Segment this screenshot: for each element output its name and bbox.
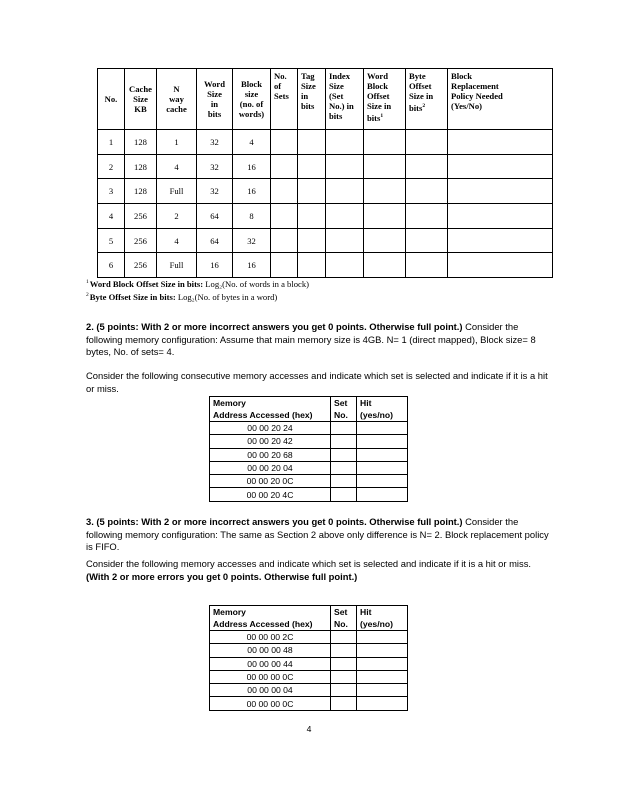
address-cell: 00 00 20 42 [210, 435, 331, 448]
header-tag-size: Tag Size in bits [298, 69, 326, 130]
n-way-cell: 2 [157, 204, 197, 229]
hit-answer-cell[interactable] [357, 422, 408, 435]
block-size-cell: 16 [233, 253, 271, 278]
table-row [98, 154, 553, 179]
hit-answer-cell[interactable] [357, 435, 408, 448]
answer-cell[interactable] [298, 204, 326, 229]
address-cell: 00 00 00 0C [210, 697, 331, 710]
answer-cell[interactable] [406, 228, 448, 253]
set-answer-cell[interactable] [331, 475, 357, 488]
section-3-heading: 3. (5 points: With 2 or more incorrect answers you get 0 points. Otherwise full point.) [86, 516, 463, 527]
answer-cell[interactable] [271, 179, 298, 204]
set-answer-cell[interactable] [331, 461, 357, 474]
answer-cell[interactable] [448, 179, 553, 204]
footnote-mark: 2 [86, 292, 89, 299]
hit-answer-cell[interactable] [357, 644, 408, 657]
section-3-instruction-bold: (With 2 or more errors you get 0 points. Otherwise full point.) [86, 570, 358, 582]
block-size-cell: 16 [233, 179, 271, 204]
header-no-of-sets: No. of Sets [271, 69, 298, 130]
header-replacement-policy: Block Replacement Policy Needed (Yes/No) [448, 69, 553, 130]
answer-cell[interactable] [364, 228, 406, 253]
answer-cell[interactable] [406, 130, 448, 155]
section-2-question [86, 321, 550, 359]
hit-answer-cell[interactable] [357, 488, 408, 501]
hit-answer-cell[interactable] [357, 684, 408, 697]
answer-cell[interactable] [364, 253, 406, 278]
set-answer-cell[interactable] [331, 488, 357, 501]
row-number: 2 [98, 154, 125, 179]
access-table-header [210, 606, 408, 631]
table-row [210, 631, 408, 644]
header-n-way: N way cache [157, 69, 197, 130]
cache-size-cell: 128 [125, 179, 157, 204]
table-row [210, 697, 408, 710]
header-memory-address: Memory Address Accessed (hex) [210, 397, 331, 422]
cache-size-cell: 128 [125, 130, 157, 155]
table-row [210, 461, 408, 474]
block-size-cell: 16 [233, 154, 271, 179]
answer-cell[interactable] [448, 154, 553, 179]
footnote-1 [86, 279, 309, 289]
access-table-header [210, 397, 408, 422]
section-3-intro: Consider the following memory configuration: The same as Section 2 above only difference is N= 2. Block replacement policy is FIFO. [86, 516, 549, 553]
header-cache-size: Cache Size KB [125, 69, 157, 130]
address-cell: 00 00 00 44 [210, 657, 331, 670]
answer-cell[interactable] [298, 253, 326, 278]
row-number: 1 [98, 130, 125, 155]
header-no: No. [98, 69, 125, 130]
footnote-term: Word Block Offset Size in bits: [89, 279, 204, 289]
footnote-mark: 1 [86, 279, 89, 286]
cache-size-cell: 128 [125, 154, 157, 179]
answer-cell[interactable] [364, 130, 406, 155]
hit-answer-cell[interactable] [357, 657, 408, 670]
address-cell: 00 00 20 04 [210, 461, 331, 474]
answer-cell[interactable] [271, 228, 298, 253]
section-2-access-table [209, 396, 408, 502]
answer-cell[interactable] [326, 204, 364, 229]
cache-size-cell: 256 [125, 228, 157, 253]
answer-cell[interactable] [448, 228, 553, 253]
answer-cell[interactable] [271, 204, 298, 229]
set-answer-cell[interactable] [331, 657, 357, 670]
table-row [210, 475, 408, 488]
table-row [98, 253, 553, 278]
set-answer-cell[interactable] [331, 631, 357, 644]
address-cell: 00 00 00 04 [210, 684, 331, 697]
row-number: 4 [98, 204, 125, 229]
set-answer-cell[interactable] [331, 448, 357, 461]
hit-answer-cell[interactable] [357, 461, 408, 474]
footnote-2 [86, 292, 277, 302]
set-answer-cell[interactable] [331, 670, 357, 683]
header-block-size: Block size (no. of words) [233, 69, 271, 130]
section-3-instruction: Consider the following memory accesses and indicate which set is selected and indicate if it is a hit or miss. (With 2 or more errors you get 0 points. Otherwise full point.) [86, 558, 531, 582]
address-cell: 00 00 20 68 [210, 448, 331, 461]
page-number: 4 [306, 724, 312, 734]
row-number: 6 [98, 253, 125, 278]
answer-cell[interactable] [364, 179, 406, 204]
answer-cell[interactable] [448, 253, 553, 278]
section-3-question [86, 516, 550, 554]
answer-cell[interactable] [326, 228, 364, 253]
answer-cell[interactable] [326, 130, 364, 155]
block-size-cell: 32 [233, 228, 271, 253]
word-size-cell: 32 [197, 154, 233, 179]
answer-cell[interactable] [364, 204, 406, 229]
table-row [210, 644, 408, 657]
set-answer-cell[interactable] [331, 697, 357, 710]
table-row [210, 670, 408, 683]
answer-cell[interactable] [406, 179, 448, 204]
cache-size-cell: 256 [125, 204, 157, 229]
table-row [210, 448, 408, 461]
hit-answer-cell[interactable] [357, 448, 408, 461]
block-size-cell: 4 [233, 130, 271, 155]
answer-cell[interactable] [271, 130, 298, 155]
answer-cell[interactable] [448, 204, 553, 229]
hit-answer-cell[interactable] [357, 475, 408, 488]
address-cell: 00 00 00 2C [210, 631, 331, 644]
word-size-cell: 32 [197, 130, 233, 155]
hit-answer-cell[interactable] [357, 670, 408, 683]
hit-answer-cell[interactable] [357, 631, 408, 644]
table-row [210, 435, 408, 448]
answer-cell[interactable] [298, 179, 326, 204]
answer-cell[interactable] [406, 154, 448, 179]
n-way-cell: 4 [157, 228, 197, 253]
n-way-cell: 4 [157, 154, 197, 179]
row-number: 3 [98, 179, 125, 204]
n-way-cell: Full [157, 253, 197, 278]
table-row [210, 488, 408, 501]
cache-configuration-table [97, 68, 553, 278]
table-row [98, 179, 553, 204]
answer-cell[interactable] [298, 154, 326, 179]
set-answer-cell[interactable] [331, 684, 357, 697]
answer-cell[interactable] [406, 253, 448, 278]
section-2-instruction: Consider the following consecutive memory accesses and indicate which set is selected and indicate if it is a hit or miss. [86, 370, 548, 394]
header-hit: Hit (yes/no) [357, 397, 408, 422]
answer-cell[interactable] [326, 179, 364, 204]
n-way-cell: Full [157, 179, 197, 204]
answer-cell[interactable] [298, 130, 326, 155]
header-byte-offset: Byte Offset Size in bits$^2$ [406, 69, 448, 130]
answer-cell[interactable] [326, 253, 364, 278]
address-cell: 00 00 00 48 [210, 644, 331, 657]
hit-answer-cell[interactable] [357, 697, 408, 710]
row-number: 5 [98, 228, 125, 253]
set-answer-cell[interactable] [331, 644, 357, 657]
header-index-size: Index Size (Set No.) in bits [326, 69, 364, 130]
answer-cell[interactable] [298, 228, 326, 253]
n-way-cell: 1 [157, 130, 197, 155]
table-row [210, 657, 408, 670]
address-cell: 00 00 20 0C [210, 475, 331, 488]
footnote-term: Byte Offset Size in bits: [89, 292, 176, 302]
header-set-no: Set No. [331, 606, 357, 631]
section-2-intro: Consider the following memory configuration: Assume that main memory size is 4GB. N= 1 (direct mapped), Block size= 8 bytes, No. of sets= 4. [86, 321, 536, 358]
header-set-no: Set No. [331, 397, 357, 422]
footnote-text: Log₂(No. of bytes in a word) [175, 292, 278, 302]
word-size-cell: 64 [197, 228, 233, 253]
address-cell: 00 00 20 24 [210, 422, 331, 435]
table-row [98, 204, 553, 229]
block-size-cell: 8 [233, 204, 271, 229]
answer-cell[interactable] [271, 253, 298, 278]
address-cell: 00 00 00 0C [210, 670, 331, 683]
set-answer-cell[interactable] [331, 435, 357, 448]
table-row [98, 130, 553, 155]
table-row [210, 422, 408, 435]
section-2-heading: 2. (5 points: With 2 or more incorrect answers you get 0 points. Otherwise full point.) [86, 321, 463, 332]
section-3-access-table [209, 605, 408, 711]
header-word-block-offset: Word Block Offset Size in bits$^1$ [364, 69, 406, 130]
word-size-cell: 16 [197, 253, 233, 278]
cache-table-header-row [98, 69, 553, 130]
table-row [98, 228, 553, 253]
word-size-cell: 64 [197, 204, 233, 229]
answer-cell[interactable] [364, 154, 406, 179]
header-hit: Hit (yes/no) [357, 606, 408, 631]
answer-cell[interactable] [326, 154, 364, 179]
word-size-cell: 32 [197, 179, 233, 204]
header-word-size: Word Size in bits [197, 69, 233, 130]
footnote-text: Log₂(No. of words in a block) [203, 279, 310, 289]
answer-cell[interactable] [406, 204, 448, 229]
address-cell: 00 00 20 4C [210, 488, 331, 501]
cache-size-cell: 256 [125, 253, 157, 278]
answer-cell[interactable] [271, 154, 298, 179]
answer-cell[interactable] [448, 130, 553, 155]
header-memory-address: Memory Address Accessed (hex) [210, 606, 331, 631]
table-row [210, 684, 408, 697]
set-answer-cell[interactable] [331, 422, 357, 435]
